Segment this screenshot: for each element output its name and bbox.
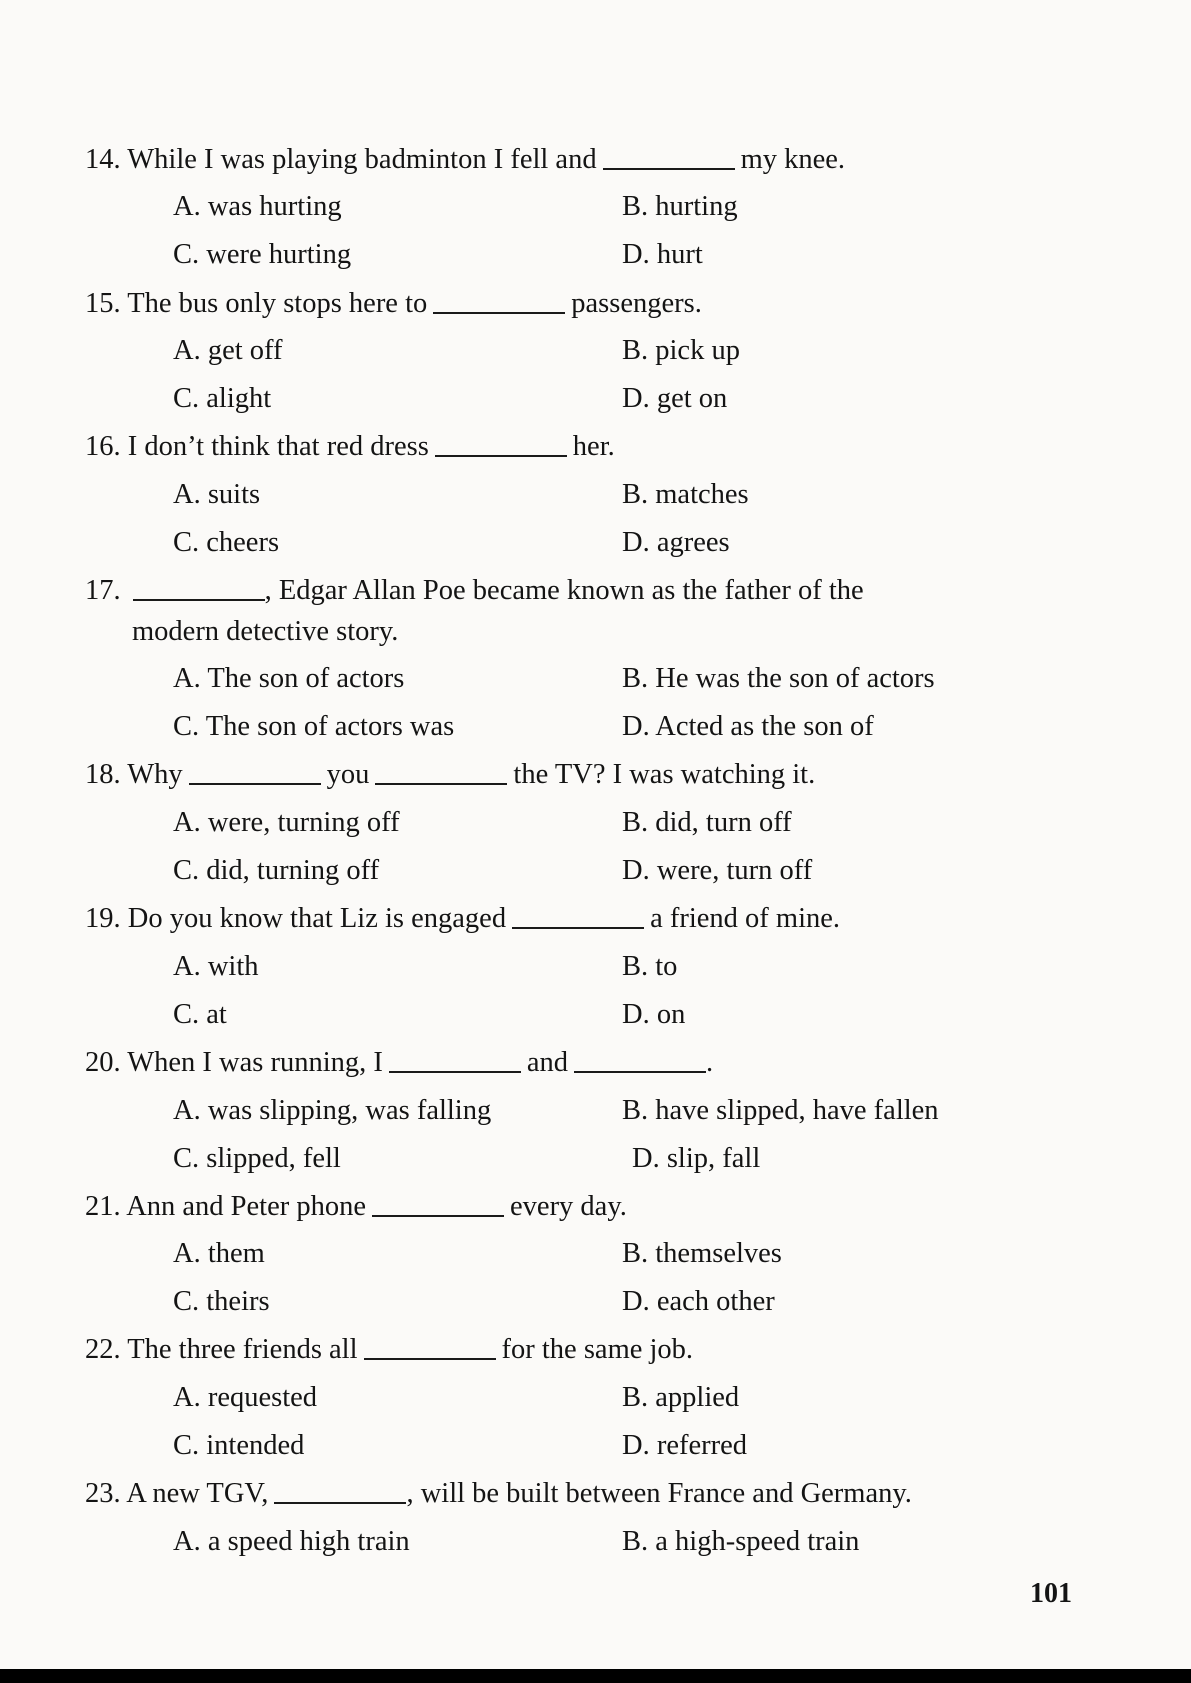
question-number: 21.: [85, 1191, 121, 1222]
option-c: C. theirs: [173, 1286, 270, 1317]
option-d: D. agrees: [622, 527, 730, 558]
option-b: B. themselves: [622, 1238, 782, 1269]
option-c: C. The son of actors was: [173, 711, 455, 742]
option-d: D. slip, fall: [632, 1143, 761, 1174]
option-c: C. were hurting: [173, 239, 352, 270]
option-b: B. applied: [622, 1382, 740, 1413]
option-c: C. intended: [173, 1430, 305, 1461]
question-text: A new TGV,: [126, 1478, 269, 1509]
question-number: 23.: [85, 1478, 121, 1509]
option-a: A. was hurting: [173, 191, 342, 222]
option-a: A. suits: [173, 479, 261, 510]
question-number: 20.: [85, 1047, 121, 1078]
question-number: 22.: [85, 1334, 121, 1365]
question-23: [85, 1476, 1145, 1512]
option-b: B. hurting: [622, 191, 738, 222]
option-a: A. with: [173, 951, 259, 982]
option-d: D. on: [622, 999, 686, 1030]
option-c: C. did, turning off: [173, 855, 380, 886]
option-a: A. them: [173, 1238, 265, 1269]
option-b: B. a high-speed train: [622, 1526, 860, 1557]
question-number: 15.: [85, 288, 121, 319]
question-text: , Edgar Allan Poe became known as the father of the: [264, 575, 864, 606]
question-text: Why: [127, 759, 183, 790]
question-number: 18.: [85, 759, 121, 790]
question-text: The three friends all: [127, 1334, 358, 1365]
question-text: passengers.: [571, 288, 702, 319]
option-a: A. were, turning off: [173, 807, 400, 838]
question-text: The bus only stops here to: [127, 288, 428, 319]
question-15: [85, 286, 1145, 322]
option-a: A. The son of actors: [173, 663, 405, 694]
question-19: [85, 901, 1145, 937]
answer-blank: [133, 598, 265, 601]
answer-blank: [389, 1070, 521, 1073]
question-continuation: modern detective story.: [132, 616, 399, 647]
question-22: [85, 1332, 1145, 1368]
answer-blank: [274, 1501, 406, 1504]
question-21: [85, 1189, 1145, 1225]
option-d: D. referred: [622, 1430, 747, 1461]
option-a: A. requested: [173, 1382, 318, 1413]
option-b: B. matches: [622, 479, 749, 510]
option-b: B. He was the son of actors: [622, 663, 935, 694]
question-text: , will be built between France and Germany.: [406, 1478, 912, 1509]
option-d: D. each other: [622, 1286, 775, 1317]
question-number: 19.: [85, 903, 121, 934]
question-text: .: [706, 1047, 714, 1078]
answer-blank: [189, 782, 321, 785]
question-text: When I was running, I: [127, 1047, 383, 1078]
question-text: every day.: [510, 1191, 627, 1222]
question-text: Ann and Peter phone: [126, 1191, 367, 1222]
answer-blank: [375, 782, 507, 785]
option-c: C. alight: [173, 383, 272, 414]
question-20: [85, 1045, 1145, 1081]
answer-blank: [512, 926, 644, 929]
option-d: D. get on: [622, 383, 728, 414]
answer-blank: [574, 1070, 706, 1073]
answer-blank: [435, 454, 567, 457]
question-14: [85, 142, 1145, 178]
option-b: B. did, turn off: [622, 807, 792, 838]
question-text: her.: [572, 431, 615, 462]
option-d: D. hurt: [622, 239, 703, 270]
question-text: Do you know that Liz is engaged: [127, 903, 507, 934]
option-c: C. at: [173, 999, 227, 1030]
question-16: [85, 429, 1145, 465]
question-number: 16.: [85, 431, 121, 462]
option-a: A. was slipping, was falling: [173, 1095, 492, 1126]
question-18: [85, 757, 1145, 793]
question-text: and: [526, 1047, 569, 1078]
option-c: C. slipped, fell: [173, 1143, 341, 1174]
question-text: you: [326, 759, 370, 790]
option-a: A. get off: [173, 335, 283, 366]
scan-border: [0, 1669, 1191, 1683]
question-number: 17.: [85, 575, 121, 606]
question-text: the TV? I was watching it.: [513, 759, 816, 790]
option-b: B. have slipped, have fallen: [622, 1095, 939, 1126]
option-b: B. pick up: [622, 335, 740, 366]
answer-blank: [372, 1214, 504, 1217]
answer-blank: [364, 1357, 496, 1360]
answer-blank: [603, 167, 735, 170]
answer-blank: [433, 311, 565, 314]
option-d: D. were, turn off: [622, 855, 813, 886]
question-text: I don’t think that red dress: [127, 431, 429, 462]
question-number: 14.: [85, 144, 121, 175]
question-text: for the same job.: [501, 1334, 694, 1365]
page-number: 101: [1030, 1578, 1072, 1609]
option-d: D. Acted as the son of: [622, 711, 874, 742]
question-text: a friend of mine.: [650, 903, 841, 934]
question-text: my knee.: [740, 144, 846, 175]
option-b: B. to: [622, 951, 678, 982]
option-c: C. cheers: [173, 527, 280, 558]
question-17: [85, 573, 1145, 609]
option-a: A. a speed high train: [173, 1526, 410, 1557]
question-text: While I was playing badminton I fell and: [127, 144, 597, 175]
